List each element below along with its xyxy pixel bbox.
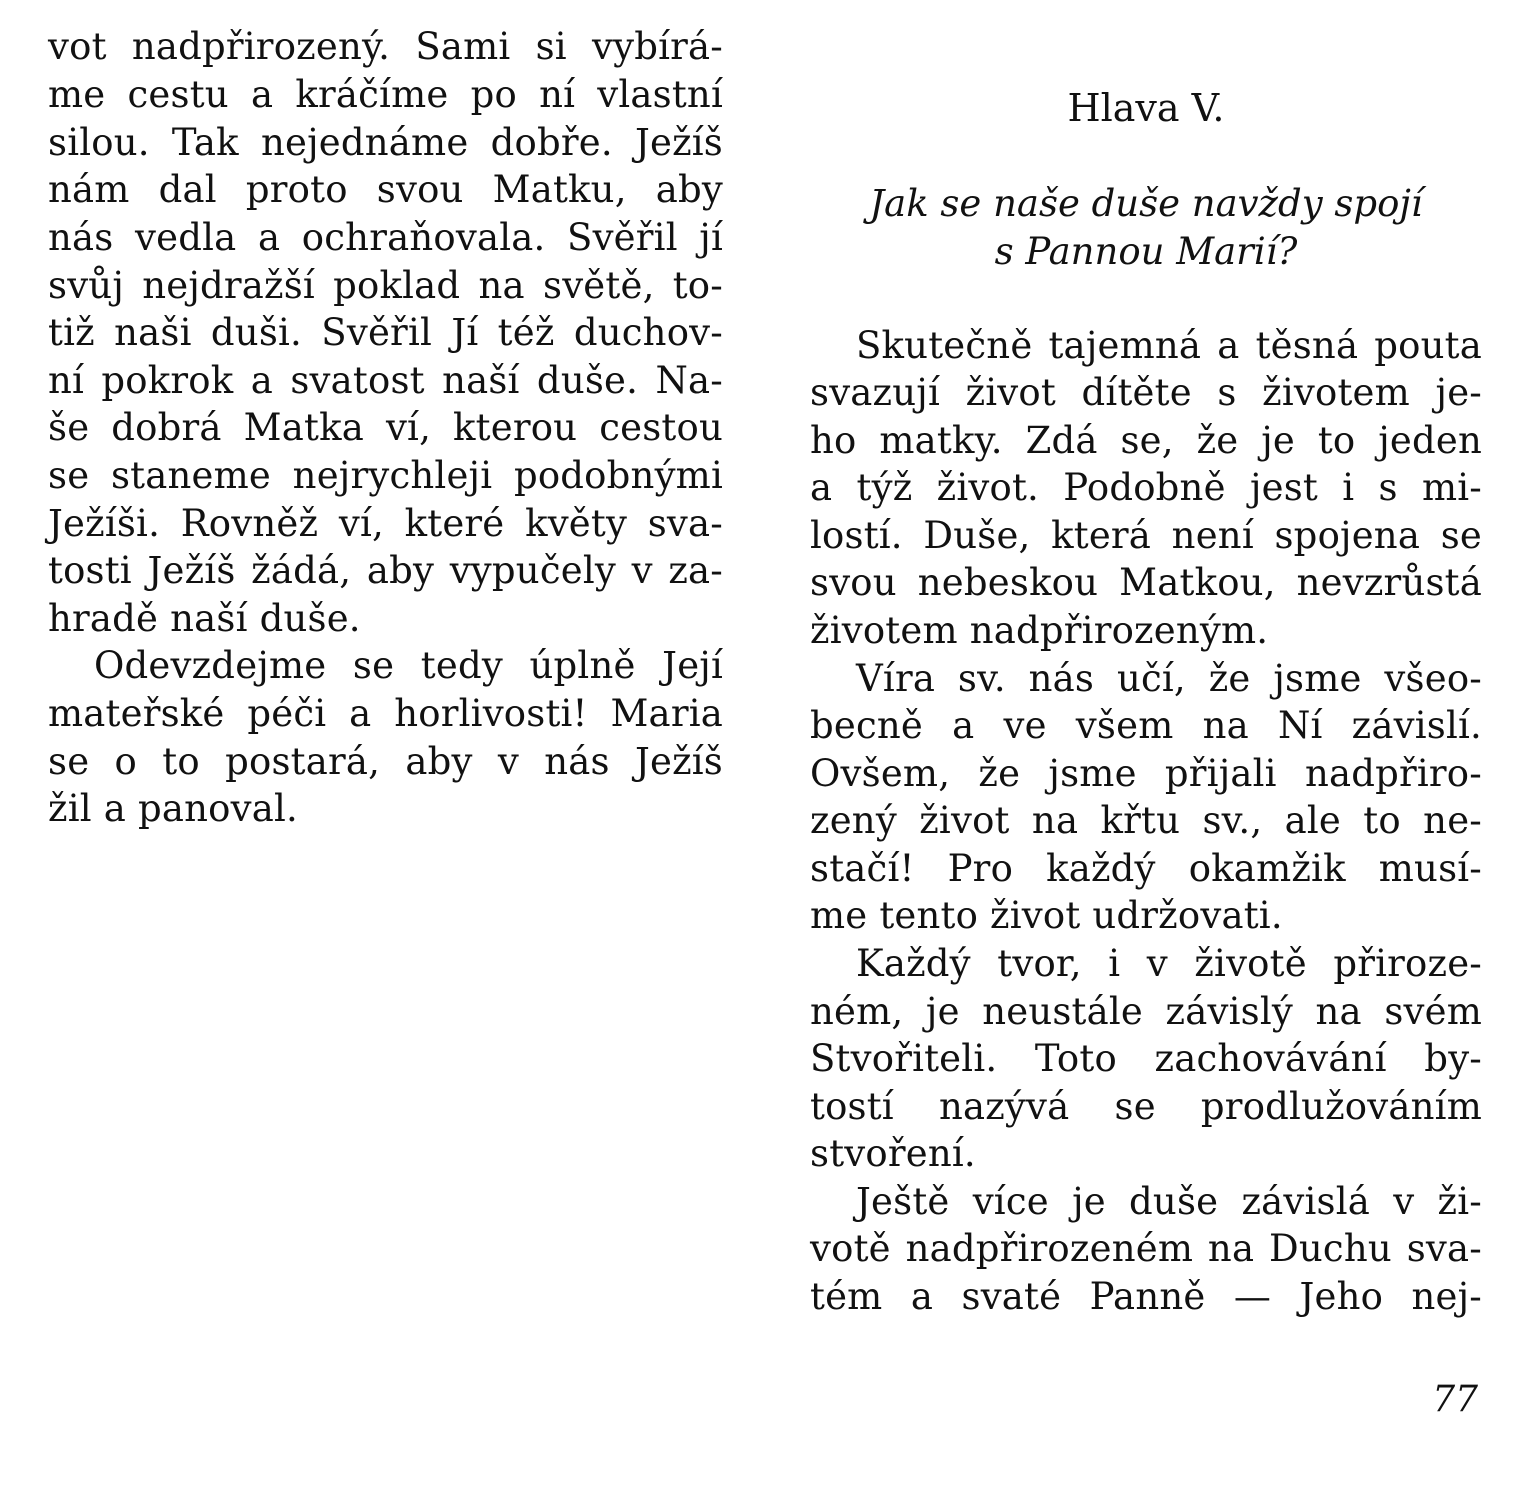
text-line: becně a ve všem na Ní závislí. <box>810 704 1482 747</box>
subtitle-line: Jak se naše duše navždy spojí <box>869 182 1423 225</box>
text-line: me cestu a kráčíme po ní vlastní <box>48 73 723 116</box>
text-line: me tento život udržovati. <box>810 894 1283 937</box>
text-line: svou nebeskou Matkou, nevzrůstá <box>810 561 1482 604</box>
text-line: Ještě více je duše závislá v ži- <box>856 1180 1482 1223</box>
text-line: se o to postará, aby v nás Ježíš <box>48 740 723 783</box>
text-line: ho matky. Zdá se, že je to jeden <box>810 419 1482 462</box>
text-line: tiž naši duši. Svěřil Jí též duchov- <box>48 311 723 354</box>
text-line: še dobrá Matka ví, kterou cestou <box>48 406 723 449</box>
text-line: zený život na křtu sv., ale to ne- <box>810 799 1482 842</box>
text-line: mateřské péči a horlivosti! Maria <box>48 692 723 735</box>
text-line: votě nadpřirozeném na Duchu sva- <box>810 1227 1482 1270</box>
text-line: stvoření. <box>810 1132 976 1175</box>
page-number: 77 <box>1432 1379 1478 1420</box>
subtitle-line: s Pannou Marií? <box>994 230 1298 273</box>
text-line: svůj nejdražší poklad na světě, to- <box>48 264 723 307</box>
chapter-heading: Hlava V. <box>1067 86 1225 130</box>
text-line: Stvořiteli. Toto zachovávání by- <box>810 1037 1482 1080</box>
text-line: a týž život. Podobně jest i s mi- <box>810 466 1482 509</box>
text-line: Ovšem, že jsme přijali nadpřiro- <box>810 752 1482 795</box>
text-line: Každý tvor, i v životě přiroze- <box>856 942 1482 985</box>
text-line: tosti Ježíš žádá, aby vypučely v za- <box>48 549 723 592</box>
text-line: hradě naší duše. <box>48 597 361 640</box>
text-line: ní pokrok a svatost naší duše. Na- <box>48 359 723 402</box>
text-line: Odevzdejme se tedy úplně Její <box>94 644 723 687</box>
text-line: životem nadpřirozeným. <box>810 609 1269 652</box>
text-line: vot nadpřirozený. Sami si vybírá- <box>48 25 723 68</box>
text-line: lostí. Duše, která není spojena se <box>810 514 1482 557</box>
text-line: Ježíši. Rovněž ví, které květy sva- <box>48 502 723 545</box>
text-line: nám dal proto svou Matku, aby <box>48 168 723 211</box>
text-line: se staneme nejrychleji podobnými <box>48 454 723 497</box>
text-line: ném, je neustále závislý na svém <box>810 990 1482 1033</box>
text-line: Víra sv. nás učí, že jsme všeo- <box>856 657 1482 700</box>
text-line: svazují život dítěte s životem je- <box>810 371 1482 414</box>
text-line: žil a panoval. <box>48 787 298 830</box>
text-line: Skutečně tajemná a těsná pouta <box>856 324 1482 367</box>
text-line: stačí! Pro každý okamžik musí- <box>810 847 1482 890</box>
text-line: nás vedla a ochraňovala. Svěřil jí <box>48 216 723 259</box>
text-line: silou. Tak nejednáme dobře. Ježíš <box>48 121 723 164</box>
text-line: tostí nazývá se prodlužováním <box>810 1085 1482 1128</box>
text-line: tém a svaté Panně — Jeho nej- <box>810 1275 1482 1318</box>
